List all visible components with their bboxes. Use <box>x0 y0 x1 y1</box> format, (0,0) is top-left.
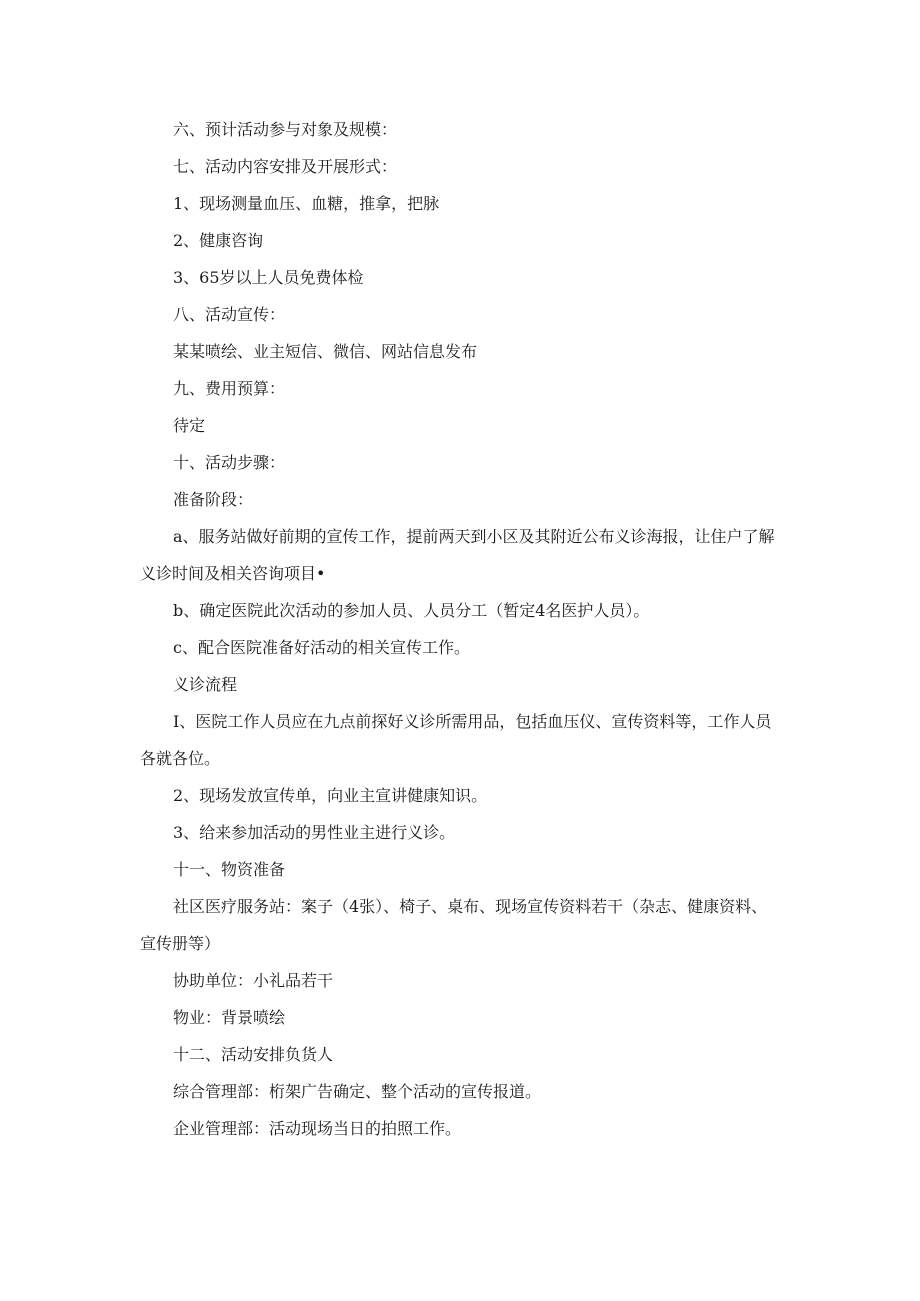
paragraph: 企业管理部：活动现场当日的拍照工作。 <box>173 1119 462 1138</box>
paragraph: 协助单位：小礼品若干 <box>173 971 334 990</box>
list-item: 2、健康咨询 <box>173 231 264 250</box>
list-item: a、服务站做好前期的宣传工作，提前两天到小区及其附近公布义诊海报，让住户了解义诊时间及相关咨询项目• <box>140 527 775 583</box>
list-item: c、配合医院准备好活动的相关宣传工作。 <box>173 638 470 657</box>
list-item: b、确定医院此次活动的参加人员、人员分工（暂定4名医护人员）。 <box>173 601 650 620</box>
paragraph: 待定 <box>173 416 206 435</box>
paragraph: 社区医疗服务站：案子（4张）、椅子、桌布、现场宣传资料若干（杂志、健康资料、宣传册等） <box>140 897 768 953</box>
heading-steps: 十、活动步骤： <box>173 453 286 472</box>
heading-budget: 九、费用预算： <box>173 379 286 398</box>
heading-publicity: 八、活动宣传： <box>173 305 286 324</box>
list-item: 1、现场测量血压、血糖，推拿，把脉 <box>173 194 440 213</box>
paragraph: 某某喷绘、业主短信、微信、网站信息发布 <box>173 342 478 361</box>
list-item: 3、给来参加活动的男性业主进行义诊。 <box>173 823 456 842</box>
paragraph: 物业：背景喷绘 <box>173 1008 286 1027</box>
subheading-preparation: 准备阶段： <box>173 490 254 509</box>
heading-materials: 十一、物资准备 <box>173 860 286 879</box>
list-item: I、医院工作人员应在九点前探好义诊所需用品，包括血压仪、宣传资料等，工作人员各就各位。 <box>140 712 772 768</box>
list-item: 2、现场发放宣传单，向业主宣讲健康知识。 <box>173 786 488 805</box>
list-item: 3、65岁以上人员免费体检 <box>173 268 364 287</box>
document-body <box>140 111 780 1147</box>
heading-participants: 六、预计活动参与对象及规模： <box>173 120 398 139</box>
subheading-clinic-flow: 义诊流程 <box>173 675 238 694</box>
paragraph: 综合管理部：桁架广告确定、整个活动的宣传报道。 <box>173 1082 542 1101</box>
heading-responsible: 十二、活动安排负货人 <box>173 1045 334 1064</box>
heading-activity-content: 七、活动内容安排及开展形式： <box>173 157 398 176</box>
